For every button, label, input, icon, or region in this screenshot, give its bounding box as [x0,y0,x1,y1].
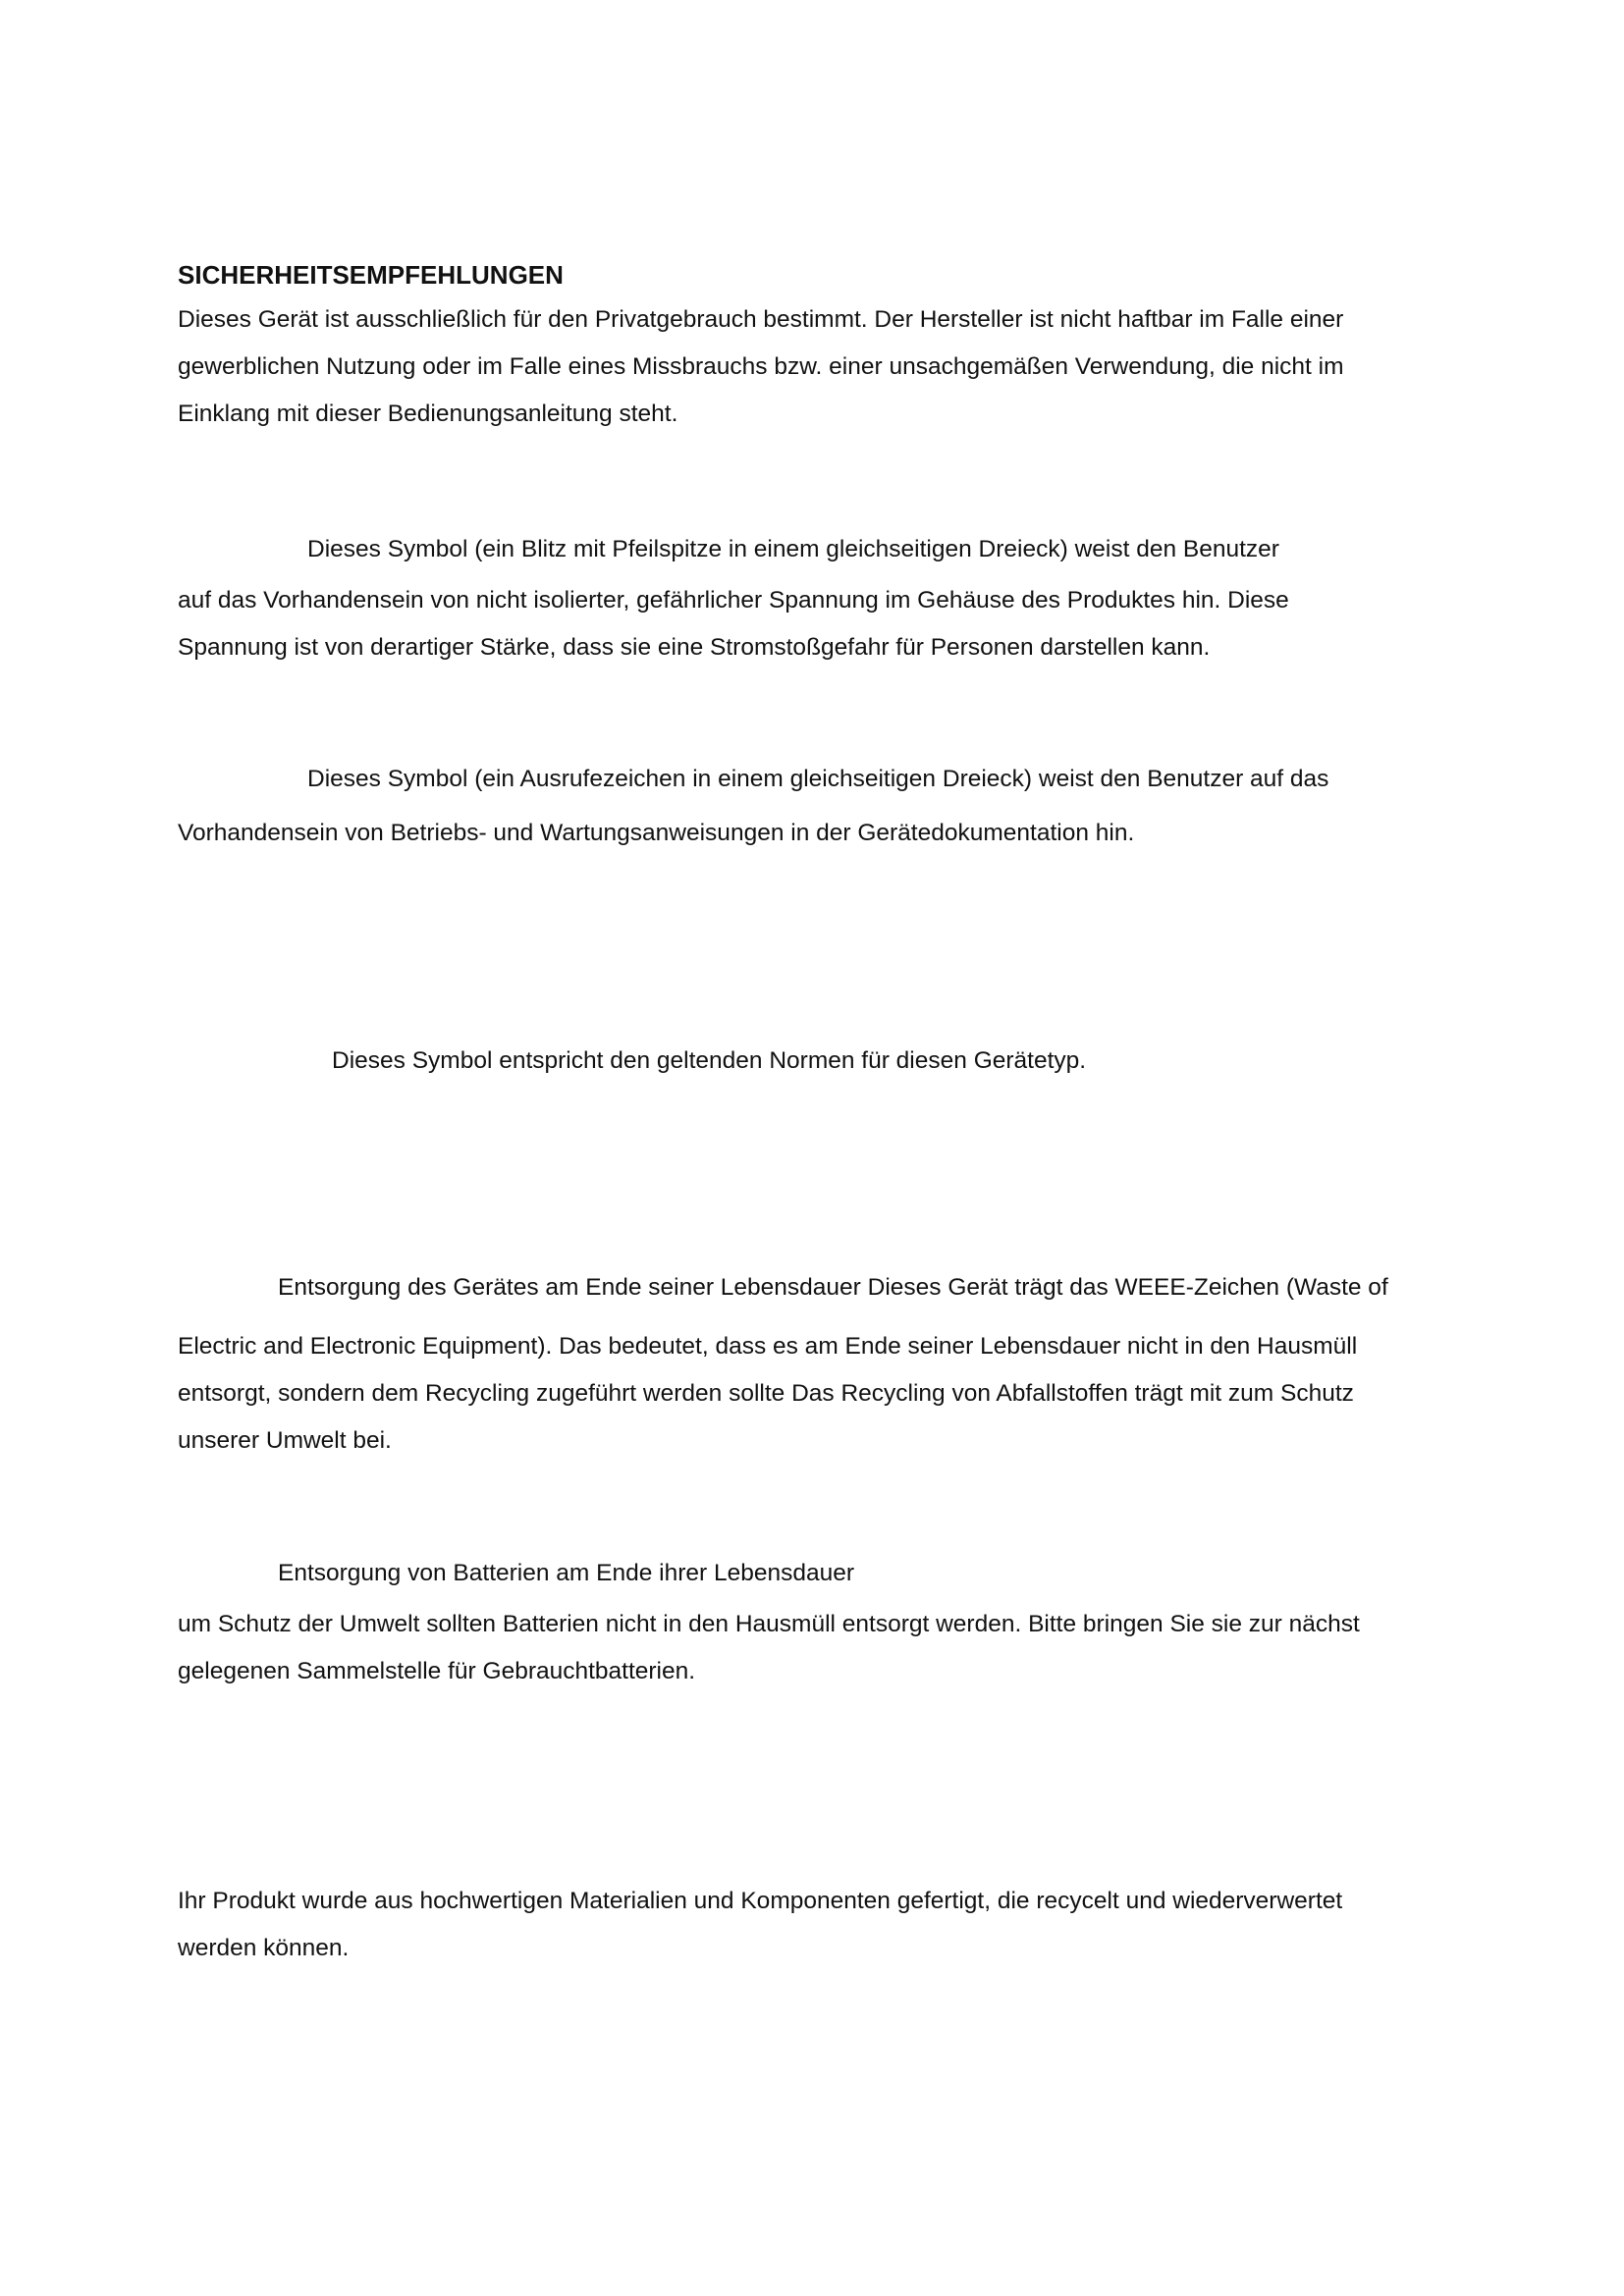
intro-line: Einklang mit dieser Bedienungsanleitung steht. [178,400,678,427]
weee-line: Electric and Electronic Equipment). Das bedeutet, dass es am Ende seiner Lebensdauer nicht in den Hausmüll [178,1333,1358,1360]
norms-symbol-text: Dieses Symbol entspricht den geltenden Normen für diesen Gerätetyp. [332,1047,1087,1074]
materials-line: werden können. [178,1935,350,1961]
weee-line: Entsorgung des Gerätes am Ende seiner Lebensdauer Dieses Gerät trägt das WEEE-Zeichen (Waste of [278,1274,1388,1301]
lightning-line: Dieses Symbol (ein Blitz mit Pfeilspitze in einem gleichseitigen Dreieck) weist den Benutzer [307,536,1279,562]
intro-line: gewerblichen Nutzung oder im Falle eines Missbrauchs bzw. einer unsachgemäßen Verwendung, die nicht im [178,353,1344,380]
batteries-line: Entsorgung von Batterien am Ende ihrer Lebensdauer [278,1560,855,1586]
page-title: SICHERHEITSEMPFEHLUNGEN [178,260,564,290]
lightning-line: Spannung ist von derartiger Stärke, dass sie eine Stromstoßgefahr für Personen darstellen kann. [178,634,1211,661]
lightning-line: auf das Vorhandensein von nicht isolierter, gefährlicher Spannung im Gehäuse des Produktes hin. Diese [178,587,1289,614]
weee-line: unserer Umwelt bei. [178,1427,392,1454]
exclamation-line: Vorhandensein von Betriebs- und Wartungsanweisungen in der Gerätedokumentation hin. [178,820,1135,846]
weee-line: entsorgt, sondern dem Recycling zugeführt werden sollte Das Recycling von Abfallstoffen trägt mit zum Schutz [178,1380,1354,1407]
batteries-line: um Schutz der Umwelt sollten Batterien nicht in den Hausmüll entsorgt werden. Bitte bringen Sie sie zur nächst [178,1611,1360,1637]
exclamation-line: Dieses Symbol (ein Ausrufezeichen in einem gleichseitigen Dreieck) weist den Benutzer auf das [307,766,1329,792]
intro-line: Dieses Gerät ist ausschließlich für den Privatgebrauch bestimmt. Der Hersteller ist nicht haftbar im Falle einer [178,306,1344,333]
batteries-line: gelegenen Sammelstelle für Gebrauchtbatterien. [178,1658,696,1684]
materials-line: Ihr Produkt wurde aus hochwertigen Materialien und Komponenten gefertigt, die recycelt und wiederverwertet [178,1888,1343,1914]
